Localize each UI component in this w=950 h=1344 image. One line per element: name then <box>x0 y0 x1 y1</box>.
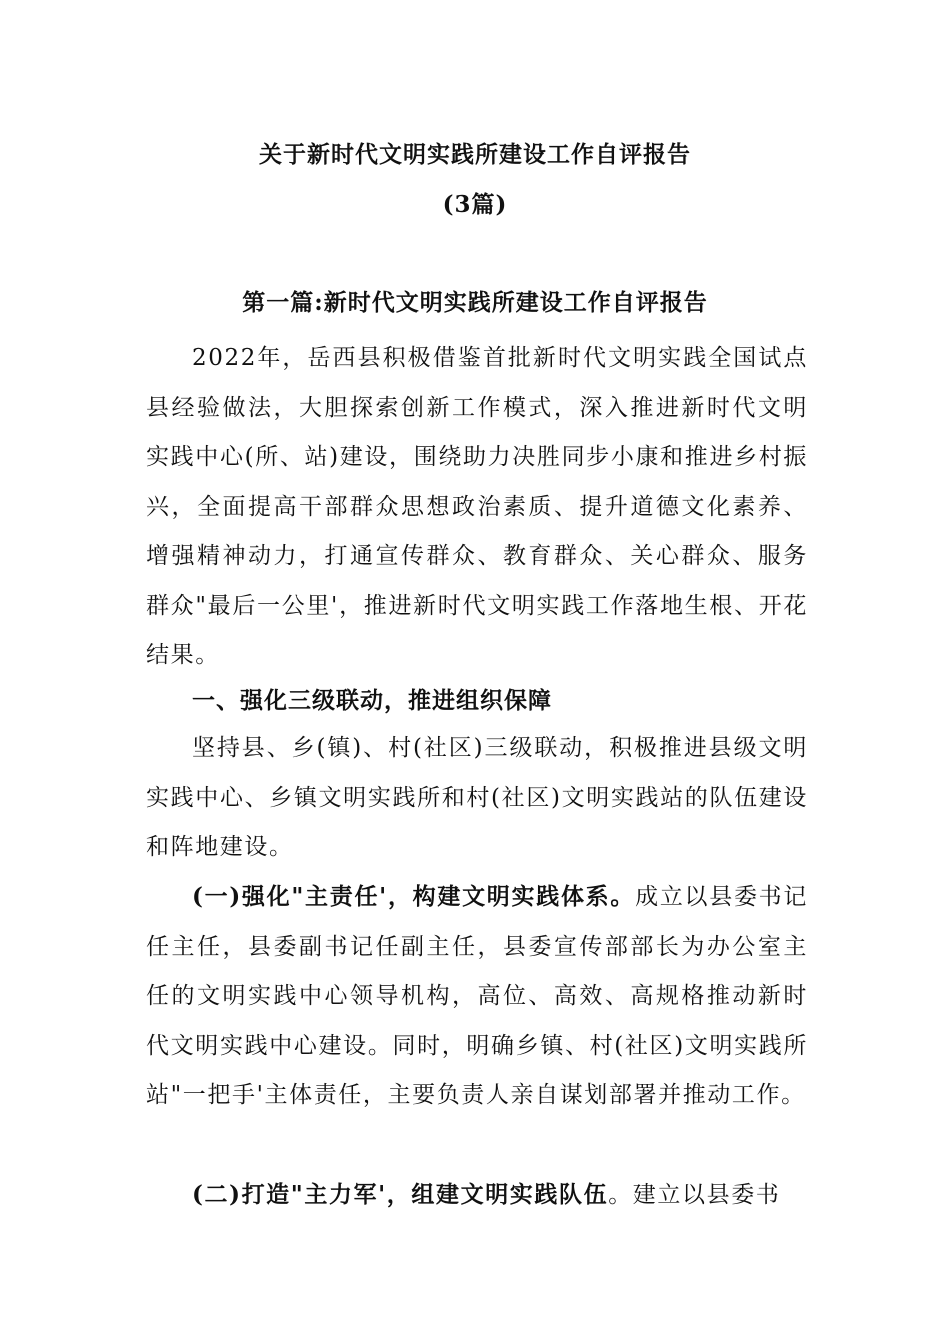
item-lead-2: (二)打造"主力军'，组建文明实践队伍 <box>192 1181 609 1208</box>
item-lead-1: (一)强化"主责任'，构建文明实践体系。 <box>192 883 636 910</box>
item-paragraph-2 <box>146 1170 808 1221</box>
section-paragraph: 坚持县、乡(镇)、村(社区)三级联动，积极推进县级文明实践中心、乡镇文明实践所和村(社区)文明实践站的队伍建设和阵地建设。 <box>146 735 808 860</box>
part-title: 第一篇:新时代文明实践所建设工作自评报告 <box>242 289 708 316</box>
item-text-1: 成立以县委书记任主任，县委副书记任副主任，县委宣传部部长为办公室主任的文明实践中心领导机构，高位、高效、高规格推动新时代文明实践中心建设。同时，明确乡镇、村(社区)文明实践所站"一把手'主体责任，主要负责人亲自谋划部署并推动工作。 <box>146 884 809 1108</box>
document-subtitle: (3篇) <box>442 191 508 218</box>
item-text-2: 。建立以县委书 <box>608 1182 781 1208</box>
document-title: 关于新时代文明实践所建设工作自评报告 <box>259 141 691 168</box>
section-heading: 一、强化三级联动，推进组织保障 <box>192 687 552 714</box>
item-paragraph-1 <box>146 872 808 1121</box>
intro-paragraph: 2022年，岳西县积极借鉴首批新时代文明实践全国试点县经验做法，大胆探索创新工作模式，深入推进新时代文明实践中心(所、站)建设，围绕助力决胜同步小康和推进乡村振兴，全面提高干部群众思想政治素质、提升道德文化素养、增强精神动力，打通宣传群众、教育群众、关心群众、服务群众"最后一公里'，推进新时代文明实践工作落地生根、开花结果。 <box>146 345 808 668</box>
